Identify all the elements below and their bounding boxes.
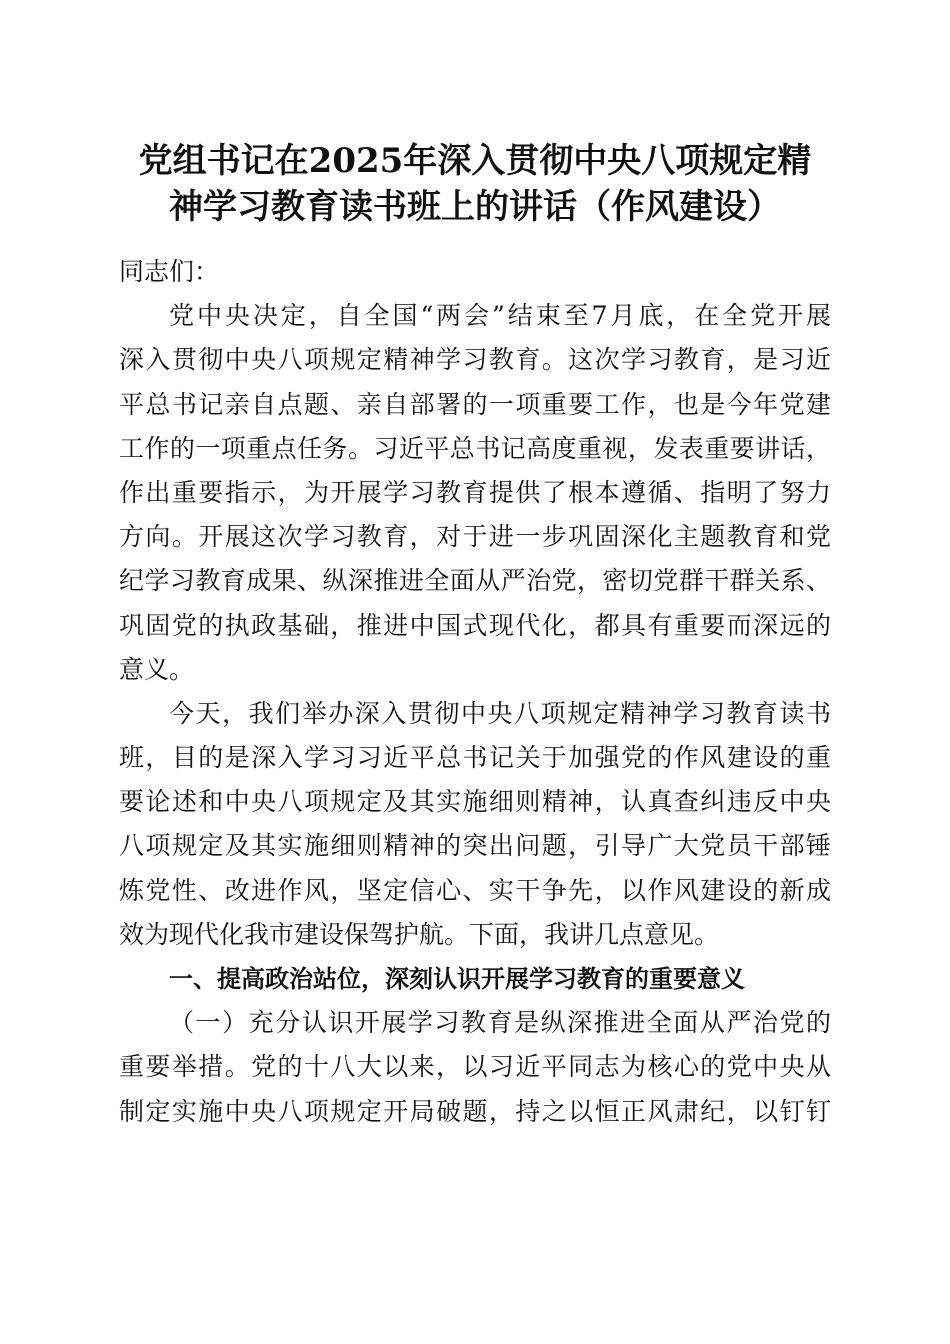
paragraph-line: 今天，我们举办深入贯彻中央八项规定精神学习教育读书	[169, 698, 831, 728]
document-title	[100, 138, 850, 230]
subsection-paragraph	[119, 1001, 831, 1134]
paragraph-line: 八项规定及其实施细则精神的突出问题，引导广大党员干部锤	[119, 831, 831, 861]
paragraph-1	[119, 294, 831, 692]
paragraph-line: 深入贯彻中央八项规定精神学习教育。这次学习教育，是习近	[119, 345, 831, 375]
paragraph-line: 班，目的是深入学习习近平总书记关于加强党的作风建设的重	[119, 743, 831, 773]
title-line-1: 党组书记在2025年深入贯彻中央八项规定精	[138, 141, 812, 181]
paragraph-line: 党中央决定，自全国“两会”结束至7月底，在全党开展	[169, 301, 831, 331]
paragraph-line: 巩固党的执政基础，推进中国式现代化，都具有重要而深远的	[119, 610, 831, 640]
paragraph-line: 作出重要指示，为开展学习教育提供了根本遵循、指明了努力	[119, 477, 831, 507]
paragraph-line: 方向。开展这次学习教育，对于进一步巩固深化主题教育和党	[119, 522, 831, 552]
paragraph-line: 炼党性、改进作风，坚定信心、实干争先，以作风建设的新成	[119, 875, 831, 905]
paragraph-line: 意义。	[119, 654, 195, 684]
title-line-2: 神学习教育读书班上的讲话（作风建设）	[169, 187, 781, 227]
paragraph-line: 重要举措。党的十八大以来，以习近平同志为核心的党中央从	[119, 1052, 831, 1082]
section-heading: 一、提高政治站位，深刻认识开展学习教育的重要意义	[169, 965, 745, 993]
paragraph-2	[119, 692, 831, 957]
salutation: 同志们：	[119, 257, 220, 286]
paragraph-line: 要论述和中央八项规定及其实施细则精神，认真查纠违反中央	[119, 787, 831, 817]
paragraph-line: 纪学习教育成果、纵深推进全面从严治党，密切党群干群关系、	[119, 566, 831, 596]
paragraph-line: （一）充分认识开展学习教育是纵深推进全面从严治党的	[169, 1008, 831, 1038]
paragraph-line: 制定实施中央八项规定开局破题，持之以恒正风肃纪，以钉钉	[119, 1096, 831, 1126]
document-body	[119, 250, 831, 1134]
paragraph-line: 效为现代化我市建设保驾护航。下面，我讲几点意见。	[119, 919, 720, 949]
paragraph-line: 工作的一项重点任务。习近平总书记高度重视，发表重要讲话，	[119, 433, 831, 463]
paragraph-line: 平总书记亲自点题、亲自部署的一项重要工作，也是今年党建	[119, 389, 831, 419]
